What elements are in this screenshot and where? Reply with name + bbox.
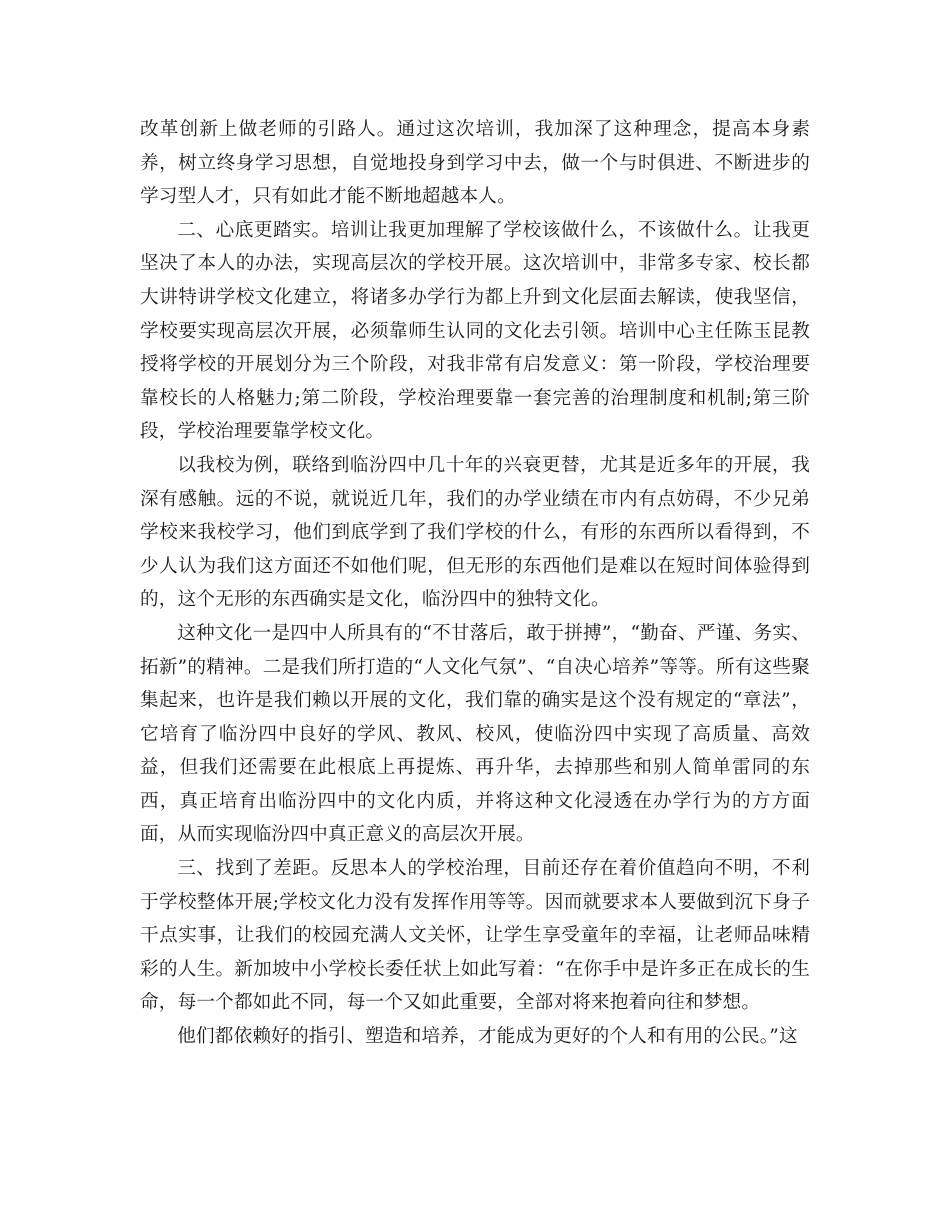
paragraph-5: 三、找到了差距。反思本人的学校治理，目前还存在着价值趋向不明，不利于学校整体开展;学校文化力没有发挥作用等等。因而就要求本人要做到沉下身子干点实事，让我们的校园充满人文关怀，让学生享受童年的幸福，让老师品味精彩的人生。新加坡中小学校长委任状上如此写着：“在你手中是许多正在成长的生命，每一个都如此不同，每一个又如此重要，全部对将来抱着向往和梦想。 [140,858,810,1014]
document-body [140,113,810,1054]
paragraph-1: 改革创新上做老师的引路人。通过这次培训，我加深了这种理念，提高本身素养，树立终身学习思想，自觉地投身到学习中去，做一个与时俱进、不断进步的学习型人才，只有如此才能不断地超越本人。 [140,119,810,208]
paragraph-3: 以我校为例，联络到临汾四中几十年的兴衰更替，尤其是近多年的开展，我深有感触。远的不说，就说近几年，我们的办学业绩在市内有点妨碍，不少兄弟学校来我校学习，他们到底学到了我们学校的什么，有形的东西所以看得到，不少人认为我们这方面还不如他们呢，但无形的东西他们是难以在短时间体验得到的，这个无形的东西确实是文化，临汾四中的独特文化。 [140,454,810,611]
paragraph-2: 二、心底更踏实。培训让我更加理解了学校该做什么，不该做什么。让我更坚决了本人的办法，实现高层次的学校开展。这次培训中，非常多专家、校长都大讲特讲学校文化建立，将诸多办学行为都上升到文化层面去解读，使我坚信，学校要实现高层次开展，必须靠师生认同的文化去引领。培训中心主任陈玉昆教授将学校的开展划分为三个阶段，对我非常有启发意义：第一阶段，学校治理要靠校长的人格魅力;第二阶段，学校治理要靠一套完善的治理制度和机制;第三阶段，学校治理要靠学校文化。 [140,219,810,443]
paragraph-6: 他们都依赖好的指引、塑造和培养，才能成为更好的个人和有用的公民。”这 [177,1026,798,1048]
paragraph-4: 这种文化一是四中人所具有的“不甘落后，敢于拼搏”，“勤奋、严谨、务实、拓新”的精神。二是我们所打造的“人文化气氛”、“自决心培养”等等。所有这些聚集起来，也许是我们赖以开展的文化，我们靠的确实是这个没有规定的“章法”，它培育了临汾四中良好的学风、教风、校风，使临汾四中实现了高质量、高效益，但我们还需要在此根底上再提炼、再升华，去掉那些和别人简单雷同的东西，真正培育出临汾四中的文化内质，并将这种文化浸透在办学行为的方方面面，从而实现临汾四中真正意义的高层次开展。 [140,622,810,846]
